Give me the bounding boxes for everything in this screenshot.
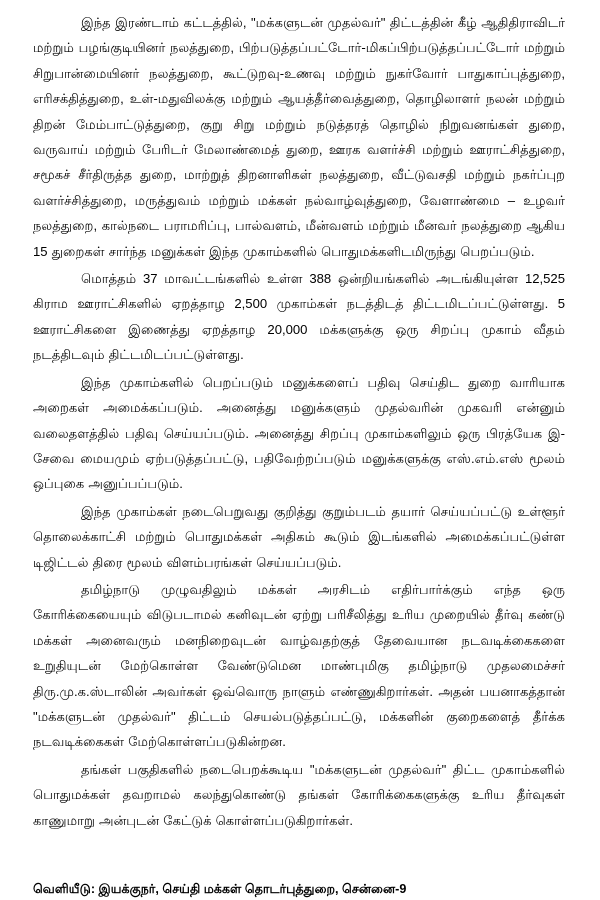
paragraph-3: இந்த முகாம்களில் பெறப்படும் மனுக்களைப் பதிவு செய்திட துறை வாரியாக அறைகள் அமைக்கப்படும். அனைத்து மனுக்களும் முதல்வரின் முகவரி என்னும் வலைதளத்தில் பதிவு செய்யப்படும். அனைத்து சிறப்பு முகாம்களிலும் ஒரு பிரத்யேக இ-சேவை மையமும் ஏற்படுத்தப்பட்டு, பதிவேற்றப்படும் மனுக்களுக்கு எஸ்.எம்.எஸ் மூலம் ஒப்புகை அனுப்பப்படும். [33, 374, 565, 492]
paragraph-4: இந்த முகாம்கள் நடைபெறுவது குறித்து குறும்படம் தயார் செய்யப்பட்டு உள்ளூர் தொலைக்காட்சி மற்றும் பொதுமக்கள் அதிகம் கூடும் இடங்களில் அமைக்கப்பட்டுள்ள டிஜிட்டல் திரை மூலம் விளம்பரங்கள் செய்யப்படும். [33, 503, 565, 570]
footer-spacer [33, 835, 565, 879]
paragraph-2: மொத்தம் 37 மாவட்டங்களில் உள்ள 388 ஒன்றியங்களில் அடங்கியுள்ள 12,525 கிராம ஊராட்சிகளில் ஏறத்தாழ 2,500 முகாம்கள் நடத்திடத் திட்டமிடப்பட்டுள்ளது. 5 ஊராட்சிகளை இணைத்து ஏறத்தாழ 20,000 மக்களுக்கு ஒரு சிறப்பு முகாம் வீதம் நடத்திடவும் திட்டமிடப்பட்டுள்ளது. [33, 271, 565, 363]
paragraph-5: தமிழ்நாடு முழுவதிலும் மக்கள் அரசிடம் எதிர்பார்க்கும் எந்த ஒரு கோரிக்கையையும் விடுபடாமல் கனிவுடன் ஏற்று பரிசீலித்து உரிய முறையில் தீர்வு கண்டு மக்கள் அனைவரும் மனநிறைவுடன் வாழ்வதற்குத் தேவையான நடவடிக்கைகளை உறுதியுடன் மேற்கொள்ள வேண்டுமென மாண்புமிகு தமிழ்நாடு முதலமைச்சர் திரு.மு.க.ஸ்டாலின் அவர்கள் ஒவ்வொரு நாளும் எண்ணுகிறார்கள். அதன் பயனாகத்தான் "மக்களுடன் முதல்வர்" திட்டம் செயல்படுத்தப்பட்டு, மக்களின் குறைகளைத் தீர்க்க நடவடிக்கைகள் மேற்கொள்ளப்படுகின்றன. [33, 581, 565, 750]
publisher-footer: வெளியீடு: இயக்குநர், செய்தி மக்கள் தொடர்புத்துறை, சென்னை-9 [33, 882, 407, 896]
paragraph-1: இந்த இரண்டாம் கட்டத்தில், "மக்களுடன் முதல்வர்" திட்டத்தின் கீழ் ஆதிதிராவிடர் மற்றும் பழங்குடியினர் நலத்துறை, பிற்படுத்தப்பட்டோர்-மிகப்பிற்படுத்தப்பட்டோர் மற்றும் சிறுபான்மையினர் நலத்துறை, கூட்டுறவு-உணவு மற்றும் நுகர்வோர் பாதுகாப்புத்துறை, எரிசக்தித்துறை, உள்-மதுவிலக்கு மற்றும் ஆயத்தீர்வைத்துறை, தொழிலாளர் நலன் மற்றும் திறன் மேம்பாட்டுத்துறை, குறு சிறு மற்றும் நடுத்தரத் தொழில் நிறுவனங்கள் துறை, வருவாய் மற்றும் பேரிடர் மேலாண்மைத் துறை, ஊரக வளர்ச்சி மற்றும் ஊராட்சித்துறை, சமூகச் சீர்திருத்த துறை, மாற்றுத் திறனாளிகள் நலத்துறை, வீட்டுவசதி மற்றும் நகர்ப்புற வளர்ச்சித்துறை, மருத்துவம் மற்றும் மக்கள் நல்வாழ்வுத்துறை, வேளாண்மை – உழவர் நலத்துறை, கால்நடை பராமரிப்பு, பால்வளம், மீன்வளம் மற்றும் மீனவர் நலத்துறை ஆகிய 15 துறைகள் சார்ந்த மனுக்கள் இந்த முகாம்களில் பொதுமக்களிடமிருந்து பெறப்படும். [33, 15, 565, 259]
paragraph-6: தங்கள் பகுதிகளில் நடைபெறக்கூடிய "மக்களுடன் முதல்வர்" திட்ட முகாம்களில் பொதுமக்கள் தவறாமல் கலந்துகொண்டு தங்கள் கோரிக்கைகளுக்கு உரிய தீர்வுகள் காணுமாறு அன்புடன் கேட்டுக் கொள்ளப்படுகிறார்கள். [33, 761, 565, 828]
document-body [33, 10, 565, 899]
